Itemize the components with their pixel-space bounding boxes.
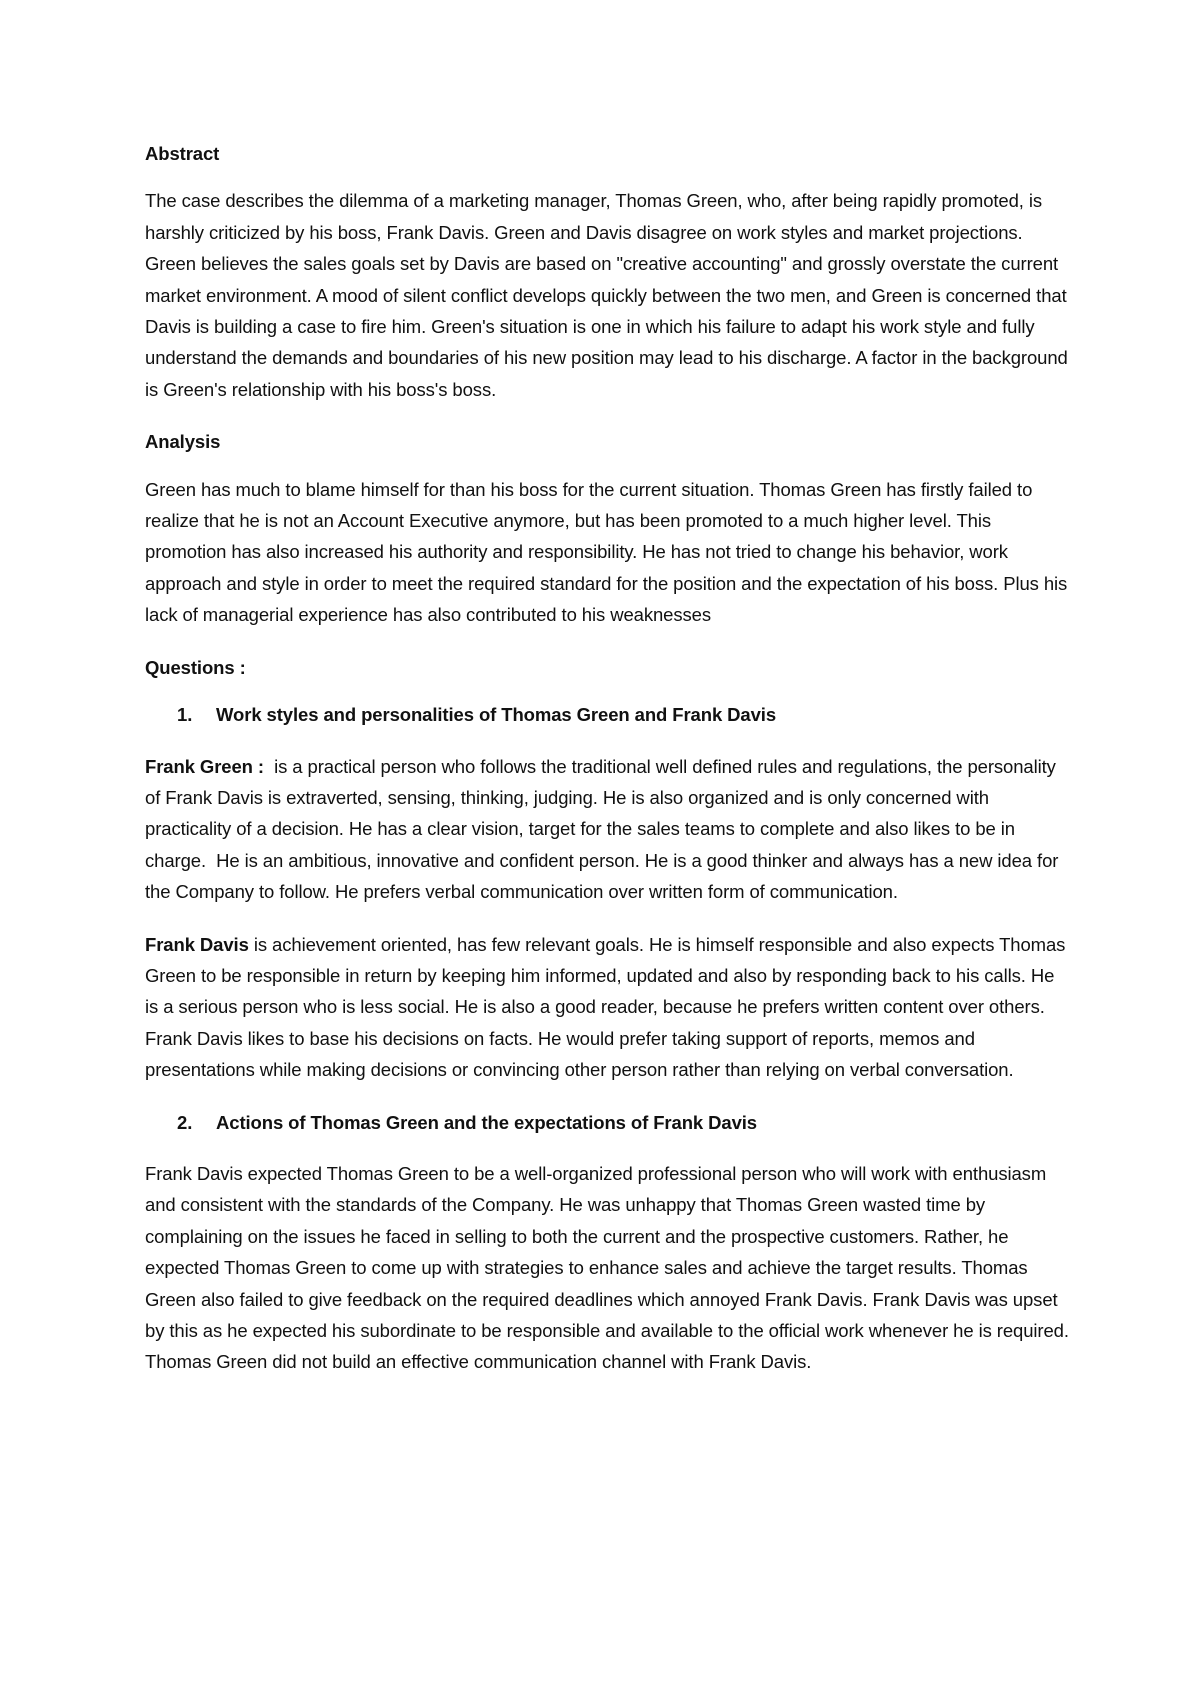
- frank-davis-paragraph: [145, 929, 1070, 1086]
- frank-green-label: Frank Green :: [145, 755, 264, 777]
- analysis-heading: Analysis: [145, 431, 221, 453]
- frank-green-paragraph: [145, 751, 1070, 908]
- abstract-heading: Abstract: [145, 143, 220, 164]
- question-2: [145, 1107, 1070, 1138]
- frank-green-text: is a practical person who follows the traditional well defined rules and regulations, the personality of Frank Davis is extraverted, sensing, thinking, judging. He is also organized and is only concerned with practicality of a decision. He has a clear vision, target for the sales teams to complete and also likes to be in charge. He is an ambitious, innovative and confident person. He is a good thinker and always has a new idea for the Company to follow. He prefers verbal communication over written form of communication.: [145, 755, 1064, 903]
- abstract-paragraph: The case describes the dilemma of a marketing manager, Thomas Green, who, after being rapidly promoted, is harshly criticized by his boss, Frank Davis. Green and Davis disagree on work styles and market projections. Green believes the sales goals set by Davis are based on "creative accounting" and grossly overstate the current market environment. A mood of silent conflict develops quickly between the two men, and Green is concerned that Davis is building a case to fire him. Green's situation is one in which his failure to adapt his work style and fully understand the demands and boundaries of his new position may lead to his discharge. A factor in the background is Green's relationship with his boss's boss.: [145, 190, 1068, 400]
- question-2-paragraph: Frank Davis expected Thomas Green to be a well-organized professional person who will work with enthusiasm and consistent with the standards of the Company. He was unhappy that Thomas Green wasted time by complaining on the issues he faced in selling to both the current and the prospective customers. Rather, he expected Thomas Green to come up with strategies to enhance sales and achieve the target results. Thomas Green also failed to give feedback on the required deadlines which annoyed Frank Davis. Frank Davis was upset by this as he expected his subordinate to be responsible and available to the official work whenever he is required. Thomas Green did not build an effective communication channel with Frank Davis.: [145, 1162, 1069, 1373]
- question-1-title: Work styles and personalities of Thomas Green and Frank Davis: [216, 704, 777, 726]
- question-1-number: 1.: [177, 704, 193, 726]
- analysis-paragraph: Green has much to blame himself for than his boss for the current situation. Thomas Green has firstly failed to realize that he is not an Account Executive anymore, but has been promoted to a much higher level. This promotion has also increased his authority and responsibility. He has not tried to change his behavior, work approach and style in order to meet the required standard for the position and the expectation of his boss. Plus his lack of managerial experience has also contributed to his weaknesses: [145, 478, 1068, 626]
- question-2-number: 2.: [177, 1111, 193, 1133]
- questions-heading: Questions :: [145, 656, 246, 678]
- frank-davis-text: is achievement oriented, has few relevant goals. He is himself responsible and also expects Thomas Green to be responsible in return by keeping him informed, updated and also by responding back to his calls. He is a serious person who is less social. He is also a good reader, because he prefers written content over others. Frank Davis likes to base his decisions on facts. He would prefer taking support of reports, memos and presentations while making decisions or convincing other person rather than relying on verbal conversation.: [145, 933, 1071, 1081]
- frank-davis-label: Frank Davis: [145, 933, 249, 955]
- question-1: [145, 699, 1070, 730]
- question-2-title: Actions of Thomas Green and the expectations of Frank Davis: [216, 1111, 757, 1133]
